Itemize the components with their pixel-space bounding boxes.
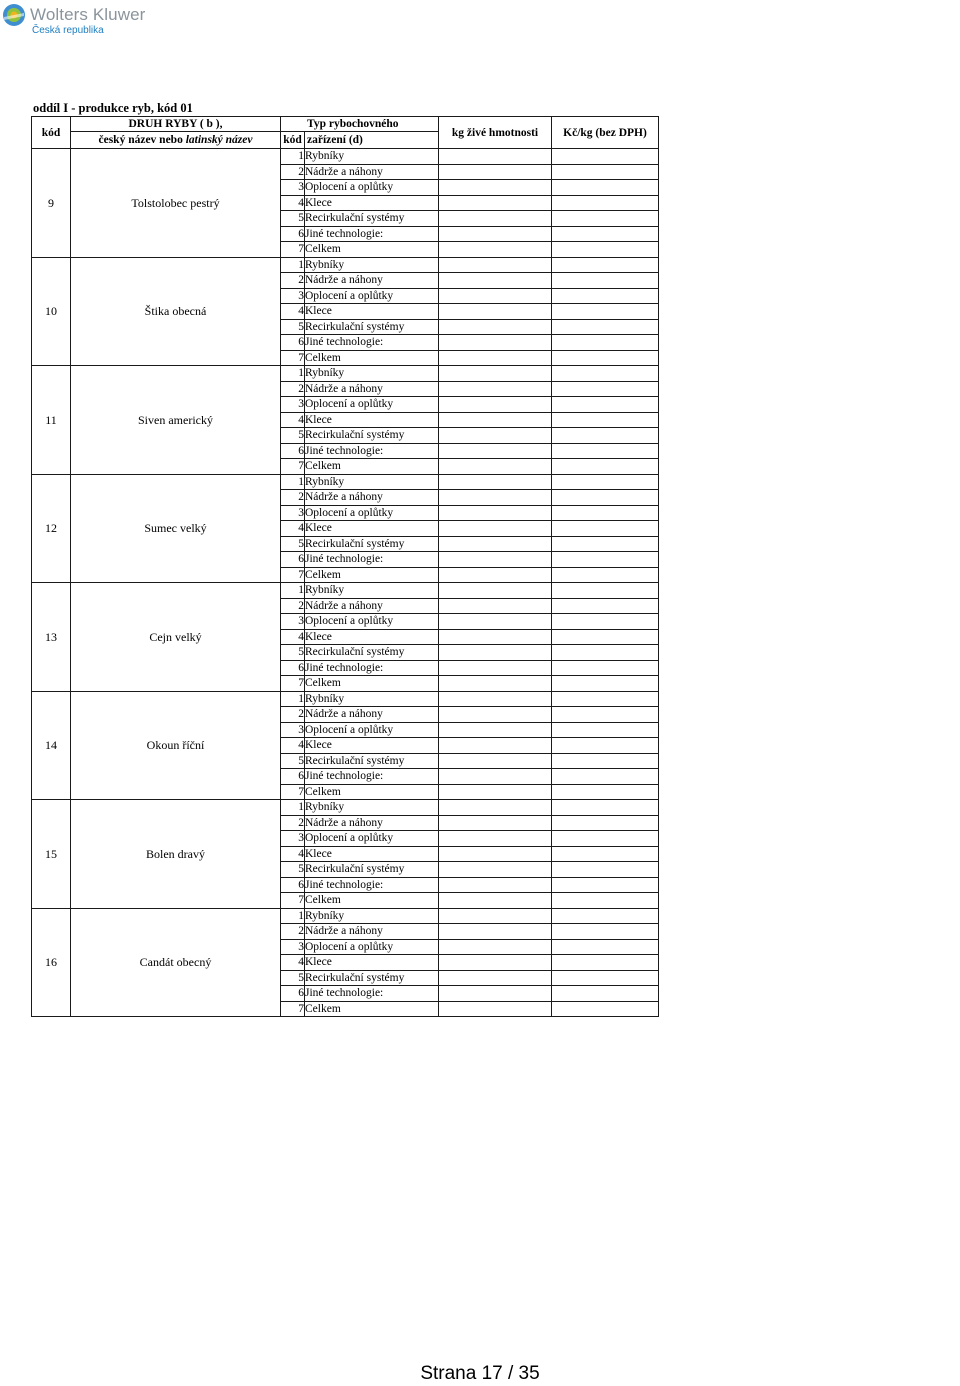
facility-label: Oplocení a oplůtky [305, 505, 439, 521]
facility-code: 1 [281, 800, 305, 816]
kg-input-cell[interactable] [439, 970, 552, 986]
kg-input-cell[interactable] [439, 707, 552, 723]
header-nazev-latinsky: latinský název [185, 134, 253, 146]
facility-code: 7 [281, 784, 305, 800]
facility-label: Rybníky [305, 691, 439, 707]
kg-input-cell[interactable] [439, 815, 552, 831]
price-input-cell[interactable] [552, 474, 659, 490]
price-input-cell[interactable] [552, 304, 659, 320]
facility-code: 2 [281, 924, 305, 940]
header-typ-zarizeni: Typ rybochovného [281, 117, 439, 132]
fish-code: 11 [32, 366, 71, 475]
facility-code: 4 [281, 955, 305, 971]
fish-code: 12 [32, 474, 71, 583]
price-input-cell[interactable] [552, 242, 659, 258]
kg-input-cell[interactable] [439, 986, 552, 1002]
facility-code: 7 [281, 567, 305, 583]
kg-input-cell[interactable] [439, 1001, 552, 1017]
facility-code: 4 [281, 738, 305, 754]
price-input-cell[interactable] [552, 412, 659, 428]
kg-input-cell[interactable] [439, 180, 552, 196]
facility-code: 5 [281, 970, 305, 986]
facility-label: Recirkulační systémy [305, 862, 439, 878]
kg-input-cell[interactable] [439, 195, 552, 211]
price-input-cell[interactable] [552, 335, 659, 351]
price-input-cell[interactable] [552, 459, 659, 475]
kg-input-cell[interactable] [439, 257, 552, 273]
kg-input-cell[interactable] [439, 660, 552, 676]
facility-code: 5 [281, 536, 305, 552]
price-input-cell[interactable] [552, 815, 659, 831]
facility-code: 2 [281, 164, 305, 180]
facility-label: Jiné technologie: [305, 877, 439, 893]
facility-code: 6 [281, 335, 305, 351]
price-input-cell[interactable] [552, 784, 659, 800]
facility-label: Jiné technologie: [305, 443, 439, 459]
price-input-cell[interactable] [552, 614, 659, 630]
header-kc-kg: Kč/kg (bez DPH) [552, 117, 659, 149]
facility-code: 3 [281, 831, 305, 847]
kg-input-cell[interactable] [439, 629, 552, 645]
facility-label: Recirkulační systémy [305, 645, 439, 661]
facility-code: 2 [281, 381, 305, 397]
fish-name: Cejn velký [71, 583, 281, 692]
facility-code: 6 [281, 552, 305, 568]
header-zarizeni: zařízení (d) [305, 132, 439, 149]
price-input-cell[interactable] [552, 505, 659, 521]
table-row [32, 366, 659, 382]
facility-code: 3 [281, 288, 305, 304]
table-body [32, 149, 659, 1017]
header-nazev [71, 132, 281, 149]
price-input-cell[interactable] [552, 567, 659, 583]
facility-code: 4 [281, 412, 305, 428]
price-input-cell[interactable] [552, 629, 659, 645]
kg-input-cell[interactable] [439, 924, 552, 940]
table-row [32, 691, 659, 707]
price-input-cell[interactable] [552, 738, 659, 754]
price-input-cell[interactable] [552, 273, 659, 289]
facility-label: Celkem [305, 567, 439, 583]
kg-input-cell[interactable] [439, 350, 552, 366]
facility-label: Nádrže a náhony [305, 924, 439, 940]
header-druh-ryby: DRUH RYBY ( b ), [71, 117, 281, 132]
facility-label: Recirkulační systémy [305, 211, 439, 227]
kg-input-cell[interactable] [439, 443, 552, 459]
kg-input-cell[interactable] [439, 645, 552, 661]
price-input-cell[interactable] [552, 831, 659, 847]
facility-code: 1 [281, 691, 305, 707]
brand-subtitle: Česká republika [32, 25, 104, 36]
facility-label: Rybníky [305, 257, 439, 273]
facility-label: Klece [305, 195, 439, 211]
price-input-cell[interactable] [552, 443, 659, 459]
kg-input-cell[interactable] [439, 149, 552, 165]
kg-input-cell[interactable] [439, 381, 552, 397]
facility-label: Celkem [305, 459, 439, 475]
price-input-cell[interactable] [552, 955, 659, 971]
page-number: Strana 17 / 35 [420, 1363, 540, 1384]
facility-label: Recirkulační systémy [305, 753, 439, 769]
facility-code: 7 [281, 893, 305, 909]
price-input-cell[interactable] [552, 970, 659, 986]
facility-code: 4 [281, 195, 305, 211]
kg-input-cell[interactable] [439, 583, 552, 599]
facility-label: Celkem [305, 676, 439, 692]
facility-code: 1 [281, 583, 305, 599]
facility-label: Rybníky [305, 908, 439, 924]
fish-code: 14 [32, 691, 71, 800]
kg-input-cell[interactable] [439, 862, 552, 878]
kg-input-cell[interactable] [439, 908, 552, 924]
facility-label: Jiné technologie: [305, 226, 439, 242]
facility-code: 7 [281, 459, 305, 475]
kg-input-cell[interactable] [439, 893, 552, 909]
fish-name: Štika obecná [71, 257, 281, 366]
price-input-cell[interactable] [552, 660, 659, 676]
price-input-cell[interactable] [552, 645, 659, 661]
kg-input-cell[interactable] [439, 784, 552, 800]
facility-label: Nádrže a náhony [305, 598, 439, 614]
facility-code: 3 [281, 397, 305, 413]
fish-name: Tolstolobec pestrý [71, 149, 281, 258]
table-row [32, 257, 659, 273]
facility-label: Rybníky [305, 149, 439, 165]
facility-code: 5 [281, 211, 305, 227]
price-input-cell[interactable] [552, 397, 659, 413]
facility-code: 3 [281, 180, 305, 196]
price-input-cell[interactable] [552, 257, 659, 273]
facility-code: 6 [281, 986, 305, 1002]
facility-label: Jiné technologie: [305, 335, 439, 351]
facility-label: Recirkulační systémy [305, 970, 439, 986]
kg-input-cell[interactable] [439, 226, 552, 242]
facility-label: Jiné technologie: [305, 986, 439, 1002]
facility-code: 3 [281, 939, 305, 955]
price-input-cell[interactable] [552, 428, 659, 444]
facility-label: Rybníky [305, 474, 439, 490]
fish-code: 9 [32, 149, 71, 258]
fish-code: 10 [32, 257, 71, 366]
facility-code: 1 [281, 474, 305, 490]
fish-code: 13 [32, 583, 71, 692]
facility-label: Celkem [305, 784, 439, 800]
facility-label: Oplocení a oplůtky [305, 831, 439, 847]
facility-label: Rybníky [305, 800, 439, 816]
kg-input-cell[interactable] [439, 428, 552, 444]
price-input-cell[interactable] [552, 164, 659, 180]
facility-label: Nádrže a náhony [305, 381, 439, 397]
facility-code: 6 [281, 877, 305, 893]
kg-input-cell[interactable] [439, 614, 552, 630]
fish-code: 15 [32, 800, 71, 909]
table-row [32, 583, 659, 599]
facility-code: 4 [281, 304, 305, 320]
table-row [32, 149, 659, 165]
kg-input-cell[interactable] [439, 567, 552, 583]
facility-label: Klece [305, 412, 439, 428]
facility-label: Nádrže a náhony [305, 707, 439, 723]
header-kod: kód [32, 117, 71, 149]
table-row [32, 800, 659, 816]
facility-code: 4 [281, 629, 305, 645]
price-input-cell[interactable] [552, 893, 659, 909]
kg-input-cell[interactable] [439, 536, 552, 552]
facility-code: 6 [281, 226, 305, 242]
kg-input-cell[interactable] [439, 738, 552, 754]
facility-label: Oplocení a oplůtky [305, 180, 439, 196]
facility-code: 7 [281, 242, 305, 258]
price-input-cell[interactable] [552, 862, 659, 878]
facility-label: Celkem [305, 350, 439, 366]
facility-code: 7 [281, 676, 305, 692]
facility-code: 3 [281, 614, 305, 630]
facility-code: 4 [281, 846, 305, 862]
price-input-cell[interactable] [552, 676, 659, 692]
price-input-cell[interactable] [552, 211, 659, 227]
kg-input-cell[interactable] [439, 211, 552, 227]
kg-input-cell[interactable] [439, 273, 552, 289]
kg-input-cell[interactable] [439, 722, 552, 738]
price-input-cell[interactable] [552, 753, 659, 769]
facility-code: 4 [281, 521, 305, 537]
price-input-cell[interactable] [552, 180, 659, 196]
facility-label: Celkem [305, 1001, 439, 1017]
production-table [31, 116, 659, 1017]
kg-input-cell[interactable] [439, 304, 552, 320]
facility-code: 5 [281, 862, 305, 878]
price-input-cell[interactable] [552, 226, 659, 242]
kg-input-cell[interactable] [439, 459, 552, 475]
facility-label: Oplocení a oplůtky [305, 722, 439, 738]
brand-name: Wolters Kluwer [30, 5, 146, 24]
facility-code: 7 [281, 1001, 305, 1017]
facility-label: Rybníky [305, 366, 439, 382]
price-input-cell[interactable] [552, 769, 659, 785]
facility-code: 5 [281, 645, 305, 661]
kg-input-cell[interactable] [439, 877, 552, 893]
facility-label: Recirkulační systémy [305, 536, 439, 552]
facility-label: Oplocení a oplůtky [305, 614, 439, 630]
facility-label: Nádrže a náhony [305, 164, 439, 180]
facility-code: 6 [281, 443, 305, 459]
header-kg-hmotnosti: kg živé hmotnosti [439, 117, 552, 149]
kg-input-cell[interactable] [439, 939, 552, 955]
kg-input-cell[interactable] [439, 598, 552, 614]
price-input-cell[interactable] [552, 722, 659, 738]
facility-code: 5 [281, 428, 305, 444]
price-input-cell[interactable] [552, 552, 659, 568]
price-input-cell[interactable] [552, 536, 659, 552]
kg-input-cell[interactable] [439, 552, 552, 568]
price-input-cell[interactable] [552, 800, 659, 816]
kg-input-cell[interactable] [439, 831, 552, 847]
kg-input-cell[interactable] [439, 955, 552, 971]
price-input-cell[interactable] [552, 908, 659, 924]
facility-code: 1 [281, 149, 305, 165]
facility-code: 5 [281, 753, 305, 769]
facility-label: Jiné technologie: [305, 769, 439, 785]
kg-input-cell[interactable] [439, 846, 552, 862]
kg-input-cell[interactable] [439, 474, 552, 490]
facility-label: Nádrže a náhony [305, 815, 439, 831]
fish-name: Sumec velký [71, 474, 281, 583]
price-input-cell[interactable] [552, 986, 659, 1002]
price-input-cell[interactable] [552, 288, 659, 304]
price-input-cell[interactable] [552, 195, 659, 211]
kg-input-cell[interactable] [439, 800, 552, 816]
price-input-cell[interactable] [552, 691, 659, 707]
facility-code: 2 [281, 815, 305, 831]
fish-name: Candát obecný [71, 908, 281, 1017]
facility-label: Klece [305, 846, 439, 862]
kg-input-cell[interactable] [439, 691, 552, 707]
facility-code: 1 [281, 257, 305, 273]
facility-label: Klece [305, 629, 439, 645]
fish-name: Siven americký [71, 366, 281, 475]
wolters-kluwer-logo-icon [2, 3, 26, 27]
facility-label: Recirkulační systémy [305, 319, 439, 335]
price-input-cell[interactable] [552, 877, 659, 893]
facility-label: Klece [305, 304, 439, 320]
kg-input-cell[interactable] [439, 521, 552, 537]
facility-code: 1 [281, 908, 305, 924]
kg-input-cell[interactable] [439, 397, 552, 413]
header-kod-zarizeni: kód [281, 132, 305, 149]
kg-input-cell[interactable] [439, 242, 552, 258]
facility-label: Celkem [305, 893, 439, 909]
section-title: oddíl I - produkce ryb, kód 01 [33, 101, 193, 115]
kg-input-cell[interactable] [439, 319, 552, 335]
facility-code: 2 [281, 273, 305, 289]
price-input-cell[interactable] [552, 846, 659, 862]
facility-code: 6 [281, 769, 305, 785]
kg-input-cell[interactable] [439, 164, 552, 180]
facility-code: 2 [281, 490, 305, 506]
table-row [32, 474, 659, 490]
price-input-cell[interactable] [552, 521, 659, 537]
kg-input-cell[interactable] [439, 366, 552, 382]
price-input-cell[interactable] [552, 598, 659, 614]
facility-label: Klece [305, 521, 439, 537]
facility-code: 2 [281, 598, 305, 614]
price-input-cell[interactable] [552, 1001, 659, 1017]
kg-input-cell[interactable] [439, 769, 552, 785]
price-input-cell[interactable] [552, 319, 659, 335]
price-input-cell[interactable] [552, 149, 659, 165]
price-input-cell[interactable] [552, 924, 659, 940]
price-input-cell[interactable] [552, 381, 659, 397]
kg-input-cell[interactable] [439, 335, 552, 351]
price-input-cell[interactable] [552, 583, 659, 599]
kg-input-cell[interactable] [439, 490, 552, 506]
kg-input-cell[interactable] [439, 505, 552, 521]
facility-code: 7 [281, 350, 305, 366]
facility-label: Oplocení a oplůtky [305, 288, 439, 304]
price-input-cell[interactable] [552, 490, 659, 506]
facility-code: 6 [281, 660, 305, 676]
kg-input-cell[interactable] [439, 753, 552, 769]
facility-label: Nádrže a náhony [305, 490, 439, 506]
facility-label: Jiné technologie: [305, 552, 439, 568]
facility-label: Rybníky [305, 583, 439, 599]
price-input-cell[interactable] [552, 350, 659, 366]
facility-code: 1 [281, 366, 305, 382]
kg-input-cell[interactable] [439, 288, 552, 304]
fish-code: 16 [32, 908, 71, 1017]
facility-code: 5 [281, 319, 305, 335]
facility-code: 3 [281, 505, 305, 521]
fish-name: Bolen dravý [71, 800, 281, 909]
facility-label: Nádrže a náhony [305, 273, 439, 289]
facility-label: Celkem [305, 242, 439, 258]
price-input-cell[interactable] [552, 939, 659, 955]
fish-name: Okoun říční [71, 691, 281, 800]
facility-label: Klece [305, 955, 439, 971]
table-row [32, 908, 659, 924]
facility-label: Oplocení a oplůtky [305, 397, 439, 413]
kg-input-cell[interactable] [439, 676, 552, 692]
price-input-cell[interactable] [552, 707, 659, 723]
facility-code: 2 [281, 707, 305, 723]
facility-label: Klece [305, 738, 439, 754]
facility-code: 3 [281, 722, 305, 738]
kg-input-cell[interactable] [439, 412, 552, 428]
brand-logo [2, 3, 202, 37]
facility-label: Oplocení a oplůtky [305, 939, 439, 955]
price-input-cell[interactable] [552, 366, 659, 382]
facility-label: Recirkulační systémy [305, 428, 439, 444]
header-nazev-cesky: český název nebo [98, 134, 186, 146]
facility-label: Jiné technologie: [305, 660, 439, 676]
